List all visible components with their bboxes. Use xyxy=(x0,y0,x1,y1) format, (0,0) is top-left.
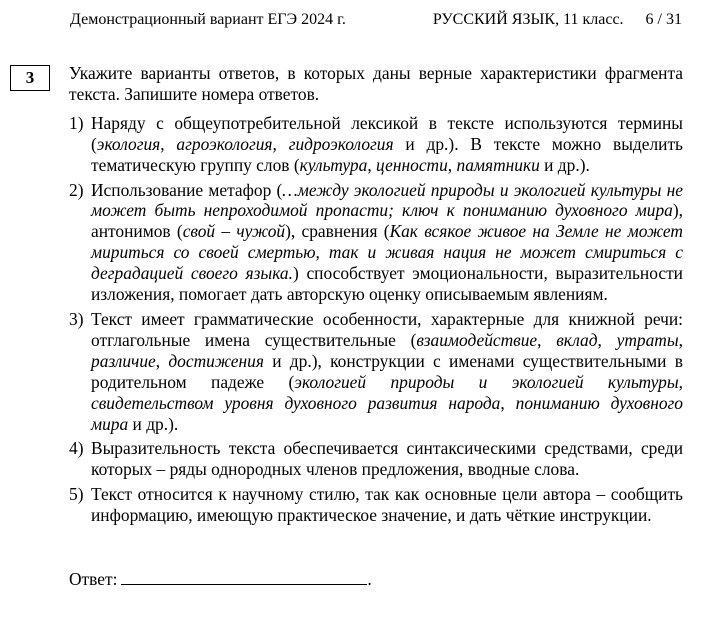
option-item xyxy=(69,309,683,434)
option-text-segment: и др.). xyxy=(539,154,590,175)
option-example-italic: различие xyxy=(91,350,156,371)
option-text xyxy=(91,113,683,176)
option-example-italic: ценности xyxy=(376,154,448,175)
option-example-italic: взаимодействие xyxy=(416,329,538,350)
header-subject-block xyxy=(433,10,682,30)
option-text-segment: Выразительность текста обеспечивается синтаксическими средствами, среди которых – ряды однородных членов предложения, вводные слова. xyxy=(91,438,683,480)
option-text-segment: , xyxy=(678,371,683,392)
option-example-italic: …между экологией природы и экологией культуры не может быть непроходимой пропасти; ключ к пониманию духовного мира xyxy=(91,179,684,221)
option-text-segment: , xyxy=(160,133,177,154)
option-text-segment: Текст имеет грамматические особенности, характерные для книжной речи: отглагольные имена существительные ( xyxy=(91,308,683,350)
option-text-segment: Текст относится к научному стилю, так как основные цели автора – сообщить информацию, имеющую практическое значение, и дать чёткие инструкции. xyxy=(91,484,683,526)
option-example-italic: экология xyxy=(96,133,161,154)
option-text xyxy=(91,309,683,434)
option-text-segment: и др.), конструкции с именами существительными в родительном падеже ( xyxy=(91,350,683,392)
option-text xyxy=(91,438,683,480)
option-example-italic: свой – чужой xyxy=(182,221,286,242)
options-list xyxy=(69,113,683,526)
option-number: 4) xyxy=(69,438,84,459)
option-text-segment: ), антонимов ( xyxy=(91,200,683,242)
option-text-segment: , xyxy=(367,154,377,175)
option-example-italic: экологией природы и экологией культуры xyxy=(294,371,679,392)
option-text-segment: , xyxy=(500,392,516,413)
option-text-segment: , xyxy=(597,329,617,350)
option-example-italic: утраты xyxy=(616,329,679,350)
option-example-italic: пониманию духовного мира xyxy=(91,392,683,434)
answer-field[interactable] xyxy=(121,568,367,585)
option-example-italic: свидетельством уровня духовного развития народа xyxy=(91,392,501,413)
option-text-segment: , xyxy=(272,133,289,154)
option-item xyxy=(69,113,683,176)
answer-label: Ответ: xyxy=(69,569,118,589)
option-text-segment: и др.). xyxy=(128,413,179,434)
option-text xyxy=(91,180,683,305)
option-example-italic: памятники xyxy=(456,154,540,175)
option-text-segment: , xyxy=(155,350,169,371)
task-body xyxy=(69,63,683,530)
header-subject: РУССКИЙ ЯЗЫК, 11 класс. xyxy=(432,11,624,28)
option-number: 1) xyxy=(69,112,84,133)
option-text-segment: и др.). В тексте можно выделить тематическую группу слов ( xyxy=(91,133,683,175)
option-text-segment: , xyxy=(447,154,457,175)
option-item xyxy=(69,180,683,305)
option-number: 5) xyxy=(69,484,84,505)
option-item xyxy=(69,484,683,526)
option-item xyxy=(69,438,683,480)
option-text xyxy=(91,484,683,526)
answer-row xyxy=(69,568,372,590)
page-number: 6 / 31 xyxy=(645,11,682,28)
option-number: 3) xyxy=(69,308,84,329)
option-example-italic: Как всякое живое на Земле не может мириться со своей смертью, так и живая нация не может смириться с деградацией своего языка. xyxy=(91,221,683,284)
option-text-segment: Наряду с общеупотребительной лексикой в тексте используются термины ( xyxy=(91,112,683,154)
option-text-segment: , xyxy=(678,329,683,350)
option-text-segment: , xyxy=(537,329,557,350)
option-number: 2) xyxy=(69,179,84,200)
task-number-box: 3 xyxy=(10,65,50,91)
option-example-italic: достижения xyxy=(168,350,264,371)
option-text-segment: ) способствует эмоциональности, выразительности изложения, помогает дать авторскую оценку описываемым явлениям. xyxy=(91,263,683,305)
answer-end: . xyxy=(367,569,372,589)
option-text-segment: Использование метафор ( xyxy=(91,179,283,200)
option-example-italic: агроэкология xyxy=(176,133,273,154)
option-example-italic: вклад xyxy=(556,329,598,350)
task-prompt: Укажите варианты ответов, в которых даны верные характеристики фрагмента текста. Запишите номера ответов. xyxy=(69,63,683,104)
option-text-segment: ), сравнения ( xyxy=(285,221,390,242)
option-example-italic: гидроэкология xyxy=(288,133,394,154)
option-example-italic: культура xyxy=(299,154,368,175)
header-variant: Демонстрационный вариант ЕГЭ 2024 г. xyxy=(70,11,346,28)
